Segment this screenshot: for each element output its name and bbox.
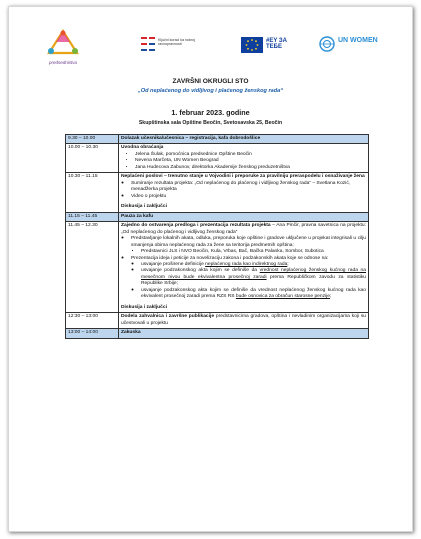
logo2-caption: Ključni koraci ka rodnoj ravnopravnosti xyxy=(158,38,195,47)
sub-list xyxy=(121,181,366,200)
row-title-rest: predstavnicima gradova, opština i nevladinim organizacijama koji su učestvovali u projektu xyxy=(121,314,366,326)
list-item: • Nevena Marčeta, UN Women Beograd xyxy=(135,158,366,164)
row-time: 10.00 – 10.30 xyxy=(66,144,119,173)
un-caption: UN WOMEN xyxy=(338,37,378,44)
row-time: 9.30 – 10.00 xyxy=(66,135,119,144)
list-item: ◦ Sumiranje rezultata projekta: „Od neplaćenog do plaćenog i vidljivog ženskog rada“ – Svetlana Kozić, menadžerka projekta xyxy=(131,181,366,194)
row-title: Uvodna obraćanja xyxy=(121,145,164,151)
speaker-list xyxy=(121,152,366,171)
row-time: 11.45 – 12.30 xyxy=(66,222,119,313)
agenda-row xyxy=(66,222,369,313)
kljucni-koraci-logo xyxy=(141,37,203,57)
row-time: 10.30 – 11.15 xyxy=(66,173,119,212)
row-title: Zajedno do ostvarenja predloga i prezentacija rezultata projekta xyxy=(121,223,271,229)
agenda-row xyxy=(66,329,369,338)
row-title: Zakuska xyxy=(119,329,369,338)
list-item xyxy=(131,256,366,301)
un-women-logo xyxy=(319,33,381,57)
discussion-label: Diskusija i zaključci xyxy=(121,204,167,210)
discussion-label: Diskusija i zaključci xyxy=(121,304,167,310)
row-intro xyxy=(121,223,366,236)
list-item: ▪ Predstavnici JLS i NVO Beočin, Kula, Vrbas, Bač, Bačka Palanka, Sombor, Subotica xyxy=(141,249,366,255)
eu-logo xyxy=(241,35,299,57)
event-venue: Skupštinska sala Opštine Beočin, Svetosavska 25, Beočin xyxy=(138,120,283,126)
event-title: ZAVRŠNI OKRUGLI STO xyxy=(172,78,249,85)
agenda-row xyxy=(66,173,369,212)
row-title: Dodela zahvalnica i završne publikacije xyxy=(121,314,215,320)
eu-caption: #EY ЗА ТЕБЕ xyxy=(266,38,287,51)
list-item: ◦ usvajanje proširene definicije neplaćenog rada kao indirektnog rada; xyxy=(141,262,366,268)
row-title: Neplaćeni poslovi – trenutno stanje u Vojvodini i preporuke za pravilniju preraspodelu i osnaživanje žena xyxy=(121,174,365,180)
list-item: • Jana Hudecova Zabunov, direktorka Akademije ženskog preduzetništva xyxy=(135,165,366,171)
list-item: • Jelena Šulak, pomoćnica predsednice Opštine Beočin xyxy=(135,152,366,158)
agenda-row xyxy=(66,144,369,173)
sub-text: Prezentacija ideja i peticije za novelizaciju zakona i podzakonskih akata koje se odnose na: xyxy=(131,255,329,261)
nested-list xyxy=(131,262,366,301)
row-content xyxy=(119,144,369,173)
row-content xyxy=(119,222,369,313)
sub-text: Predstavljanje lokalnih akata, odluka, preporuka koje opštine i gradove uključene u projekat integrisali u cilju smanjenja obima neplaćenog rada za žene sa teritorija predmetnih opština: xyxy=(131,236,366,248)
event-date: 1. februar 2023. godine xyxy=(171,108,250,117)
row-time: 11.15 – 11.45 xyxy=(66,212,119,221)
agenda-row xyxy=(66,212,369,221)
document-page xyxy=(8,6,413,532)
list-item xyxy=(131,236,366,255)
row-time: 12:30 – 13:00 xyxy=(66,313,119,329)
list-item: ◦ Video o projektu xyxy=(131,194,366,200)
row-title: Pauza za kafu xyxy=(119,212,369,221)
logo1-caption: predsednistva xyxy=(48,60,78,65)
row-content xyxy=(119,313,369,329)
row-title-rest: – Ana Pinčir, pravna savetnica na projektu: „Od neplaćenog do plaćenog i vidljivog ženskog rada“ xyxy=(121,223,366,235)
event-subtitle: „Od neplaćenog do vidljivog i plaćenog ženskog rada“ xyxy=(137,88,284,94)
agenda-row xyxy=(66,135,369,144)
list-item: ◦ usvajanje podzakonskog akta kojim se definiše da vrednost neplaćenog ženskog kućnog rada kao ekvivalent prosečnoj zaradi prema RZS RS bude osnovica za obračun starosne penzije; xyxy=(141,288,366,301)
predsednistva-logo xyxy=(43,29,83,65)
row-content xyxy=(119,173,369,212)
sub-list xyxy=(121,236,366,301)
row-title: Dolazak učesnika/učesnica – registracija, kafa dobrodošlice xyxy=(119,135,369,144)
row-time: 13:00 – 14:00 xyxy=(66,329,119,338)
list-item: ◦ usvajanje podzakonskog akta kojim se definiše da vrednost neplaćenog ženskog kućnog rada na mesečnom nivou bude ekvivalentna prosečnoj zaradi prema Republičkom zavodu za statistiku Republike Srbije; xyxy=(141,268,366,287)
agenda-table xyxy=(65,134,369,339)
logo-strip xyxy=(43,29,383,69)
agenda-row xyxy=(66,313,369,329)
